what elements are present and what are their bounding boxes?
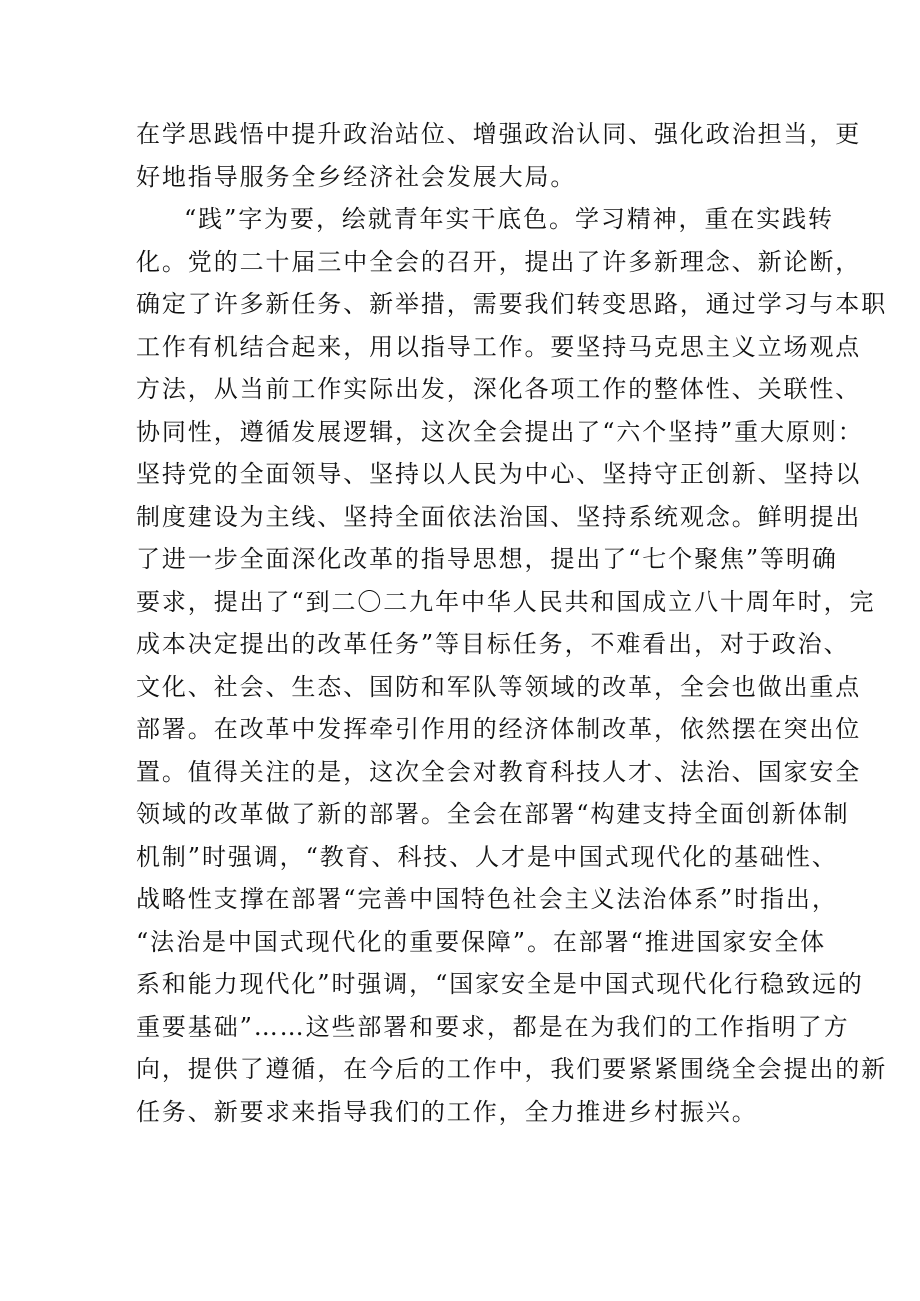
text-line: 机制”时强调，“教育、科技、人才是中国式现代化的基础性、: [136, 842, 838, 871]
text-line: 向，提供了遵循，在今后的工作中，我们要紧紧围绕全会提出的新: [136, 1055, 888, 1083]
text-line: 了进一步全面深化改革的指导思想，提出了“七个聚焦”等明确: [136, 545, 838, 573]
text-line: “法治是中国式现代化的重要保障”。在部署“推进国家安全体: [136, 927, 827, 956]
text-line: 坚持党的全面领导、坚持以人民为中心、坚持守正创新、坚持以: [136, 460, 862, 488]
paragraph: [136, 113, 862, 198]
text-line: 化。党的二十届三中全会的召开，提出了许多新理念、新论断，: [136, 247, 862, 276]
text-line: 成本决定提出的改革任务”等目标任务，不难看出，对于政治、: [136, 630, 850, 658]
paragraph: [136, 198, 888, 1133]
document-body: [136, 113, 888, 1133]
text-line: 系和能力现代化”时强调，“国家安全是中国式现代化行稳致远的: [136, 970, 864, 998]
text-line: 部署。在改革中发挥牵引作用的经济体制改革，依然摆在突出位: [136, 715, 862, 743]
text-line: 战略性支撑在部署“完善中国特色社会主义法治体系”时指出，: [136, 885, 838, 913]
text-line: 制度建设为主线、坚持全面依法治国、坚持系统观念。鲜明提出: [136, 502, 862, 531]
text-line: 领域的改革做了新的部署。全会在部署“构建支持全面创新体制: [136, 800, 850, 828]
text-line: 在学思践悟中提升政治站位、增强政治认同、强化政治担当，更: [136, 120, 862, 148]
text-line: 方法，从当前工作实际出发，深化各项工作的整体性、关联性、: [136, 375, 862, 403]
text-line: 置。值得关注的是，这次全会对教育科技人才、法治、国家安全: [136, 757, 862, 786]
text-line: 协同性，遵循发展逻辑，这次全会提出了“六个坚持”重大原则：: [136, 417, 864, 446]
text-line: 重要基础”……这些部署和要求，都是在为我们的工作指明了方: [136, 1012, 850, 1041]
text-line: “践”字为要，绘就青年实干底色。学习精神，重在实践转: [184, 205, 834, 233]
text-line: 要求，提出了“到二〇二九年中华人民共和国成立八十周年时，完: [136, 587, 876, 616]
text-line: 文化、社会、生态、国防和军队等领域的改革，全会也做出重点: [136, 672, 862, 701]
text-line: 确定了许多新任务、新举措，需要我们转变思路，通过学习与本职: [136, 290, 888, 318]
text-line: 任务、新要求来指导我们的工作，全力推进乡村振兴。: [136, 1097, 758, 1126]
text-line: 工作有机结合起来，用以指导工作。要坚持马克思主义立场观点: [136, 332, 862, 361]
text-line: 好地指导服务全乡经济社会发展大局。: [136, 162, 577, 191]
